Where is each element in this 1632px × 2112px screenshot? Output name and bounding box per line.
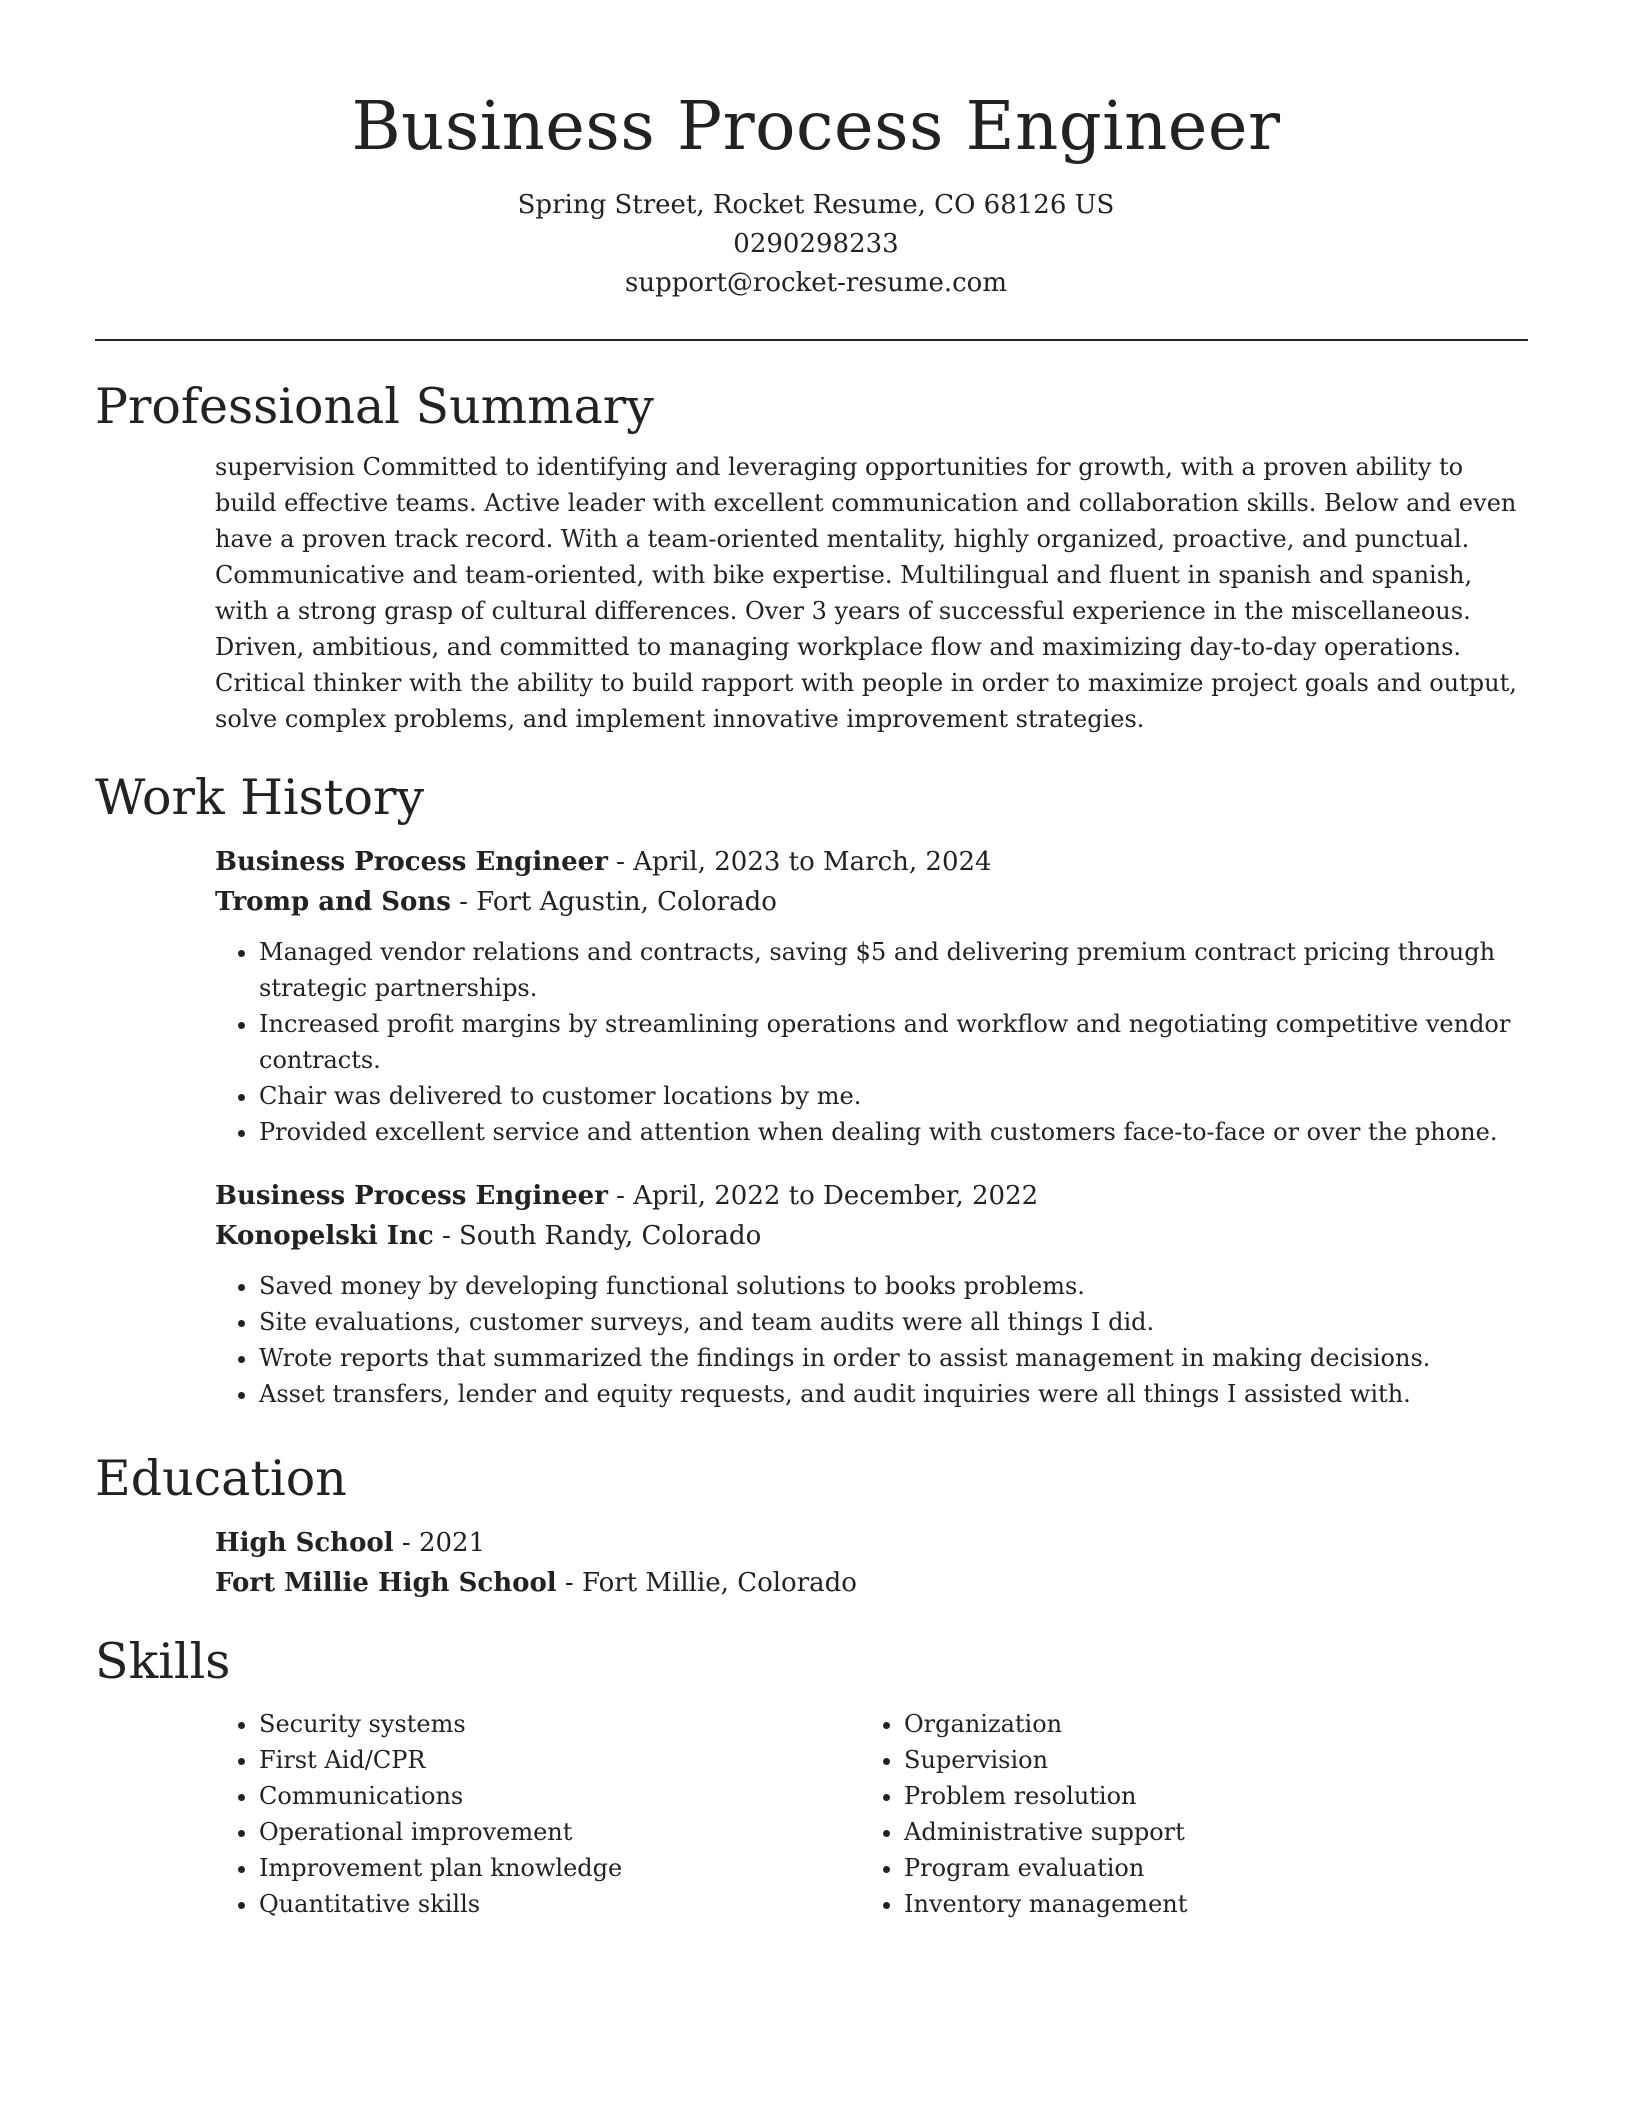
skills-heading: Skills: [95, 1633, 231, 1690]
education-entry: [215, 1523, 1525, 1603]
job-bullets: [215, 1268, 1525, 1412]
job-dates: - April, 2022 to December, 2022: [607, 1181, 1039, 1211]
resume-header: [0, 0, 1632, 303]
job-company: Konopelski Inc: [215, 1221, 434, 1251]
job-bullet: • Managed vendor relations and contracts, saving $5 and delivering premium contract pricing through strategic partnerships.: [259, 934, 1525, 1006]
work-history-section: [95, 766, 1535, 1412]
job-bullet: • Wrote reports that summarized the findings in order to assist management in making decisions.: [259, 1340, 1525, 1376]
job-bullet: • Asset transfers, lender and equity requests, and audit inquiries were all things I assisted with.: [259, 1376, 1525, 1412]
education-degree: High School: [215, 1528, 394, 1558]
skill-item: • First Aid/CPR: [259, 1742, 859, 1778]
education-school: Fort Millie High School: [215, 1568, 557, 1598]
job-bullet: • Saved money by developing functional solutions to books problems.: [259, 1268, 1525, 1304]
summary-text: supervision Committed to identifying and leveraging opportunities for growth, with a proven ability to build effective teams. Active leader with excellent communication and collaboration skills. Below and even have a proven track record. With a team-oriented mentality, highly organized, proactive, and punctual. Communicative and team-oriented, with bike expertise. Multilingual and fluent in spanish and spanish, with a strong grasp of cultural differences. Over 3 years of successful experience in the miscellaneous. Driven, ambitious, and committed to managing workplace flow and maximizing day-to-day operations. Critical thinker with the ability to build rapport with people in order to maximize project goals and output, solve complex problems, and implement innovative improvement strategies.: [215, 453, 1517, 733]
resume-name: Business Process Engineer: [351, 87, 1281, 165]
job-company-line: [215, 882, 1525, 922]
skill-item: • Security systems: [259, 1706, 859, 1742]
job-company: Tromp and Sons: [215, 887, 451, 917]
skill-item: • Communications: [259, 1778, 859, 1814]
contact-info: [0, 186, 1632, 303]
skill-item: • Improvement plan knowledge: [259, 1850, 859, 1886]
job-bullet: • Provided excellent service and attention when dealing with customers face-to-face or over the phone.: [259, 1114, 1525, 1150]
contact-email: support@rocket-resume.com: [624, 268, 1007, 298]
job-list: [215, 842, 1525, 1412]
skills-column-left: [215, 1706, 859, 1922]
education-school-line: [215, 1563, 1525, 1603]
summary-section: [95, 375, 1535, 737]
job-dates: - April, 2023 to March, 2024: [607, 847, 992, 877]
skill-item: • Organization: [904, 1706, 1504, 1742]
skill-item: • Supervision: [904, 1742, 1504, 1778]
work-history-heading: Work History: [95, 769, 425, 826]
skill-item: • Quantitative skills: [259, 1886, 859, 1922]
skills-grid: [215, 1706, 1525, 1922]
summary-heading: Professional Summary: [95, 378, 654, 435]
education-section: [95, 1447, 1535, 1603]
job-bullet: • Site evaluations, customer surveys, and team audits were all things I did.: [259, 1304, 1525, 1340]
job-entry: [215, 842, 1525, 1150]
skill-item: • Problem resolution: [904, 1778, 1504, 1814]
education-degree-line: [215, 1523, 1525, 1563]
job-title-line: [215, 842, 1525, 882]
header-divider: [95, 339, 1528, 341]
skill-item: • Inventory management: [904, 1886, 1504, 1922]
contact-address: Spring Street, Rocket Resume, CO 68126 US: [517, 190, 1115, 220]
job-position: Business Process Engineer: [215, 847, 608, 877]
job-company-line: [215, 1216, 1525, 1256]
job-location: - Fort Agustin, Colorado: [450, 887, 777, 917]
contact-phone: 0290298233: [733, 229, 899, 259]
job-bullets: [215, 934, 1525, 1150]
skills-column-right: [860, 1706, 1504, 1922]
job-bullet: • Increased profit margins by streamlining operations and workflow and negotiating competitive vendor contracts.: [259, 1006, 1525, 1078]
skill-item: • Operational improvement: [259, 1814, 859, 1850]
skill-item: • Administrative support: [904, 1814, 1504, 1850]
job-bullet: • Chair was delivered to customer locations by me.: [259, 1078, 1525, 1114]
job-title-line: [215, 1176, 1525, 1216]
job-entry: [215, 1176, 1525, 1412]
job-position: Business Process Engineer: [215, 1181, 608, 1211]
skills-section: [95, 1630, 1535, 1922]
education-heading: Education: [95, 1450, 347, 1507]
job-location: - South Randy, Colorado: [433, 1221, 762, 1251]
education-location: - Fort Millie, Colorado: [556, 1568, 857, 1598]
skill-item: • Program evaluation: [904, 1850, 1504, 1886]
education-year: - 2021: [393, 1528, 486, 1558]
